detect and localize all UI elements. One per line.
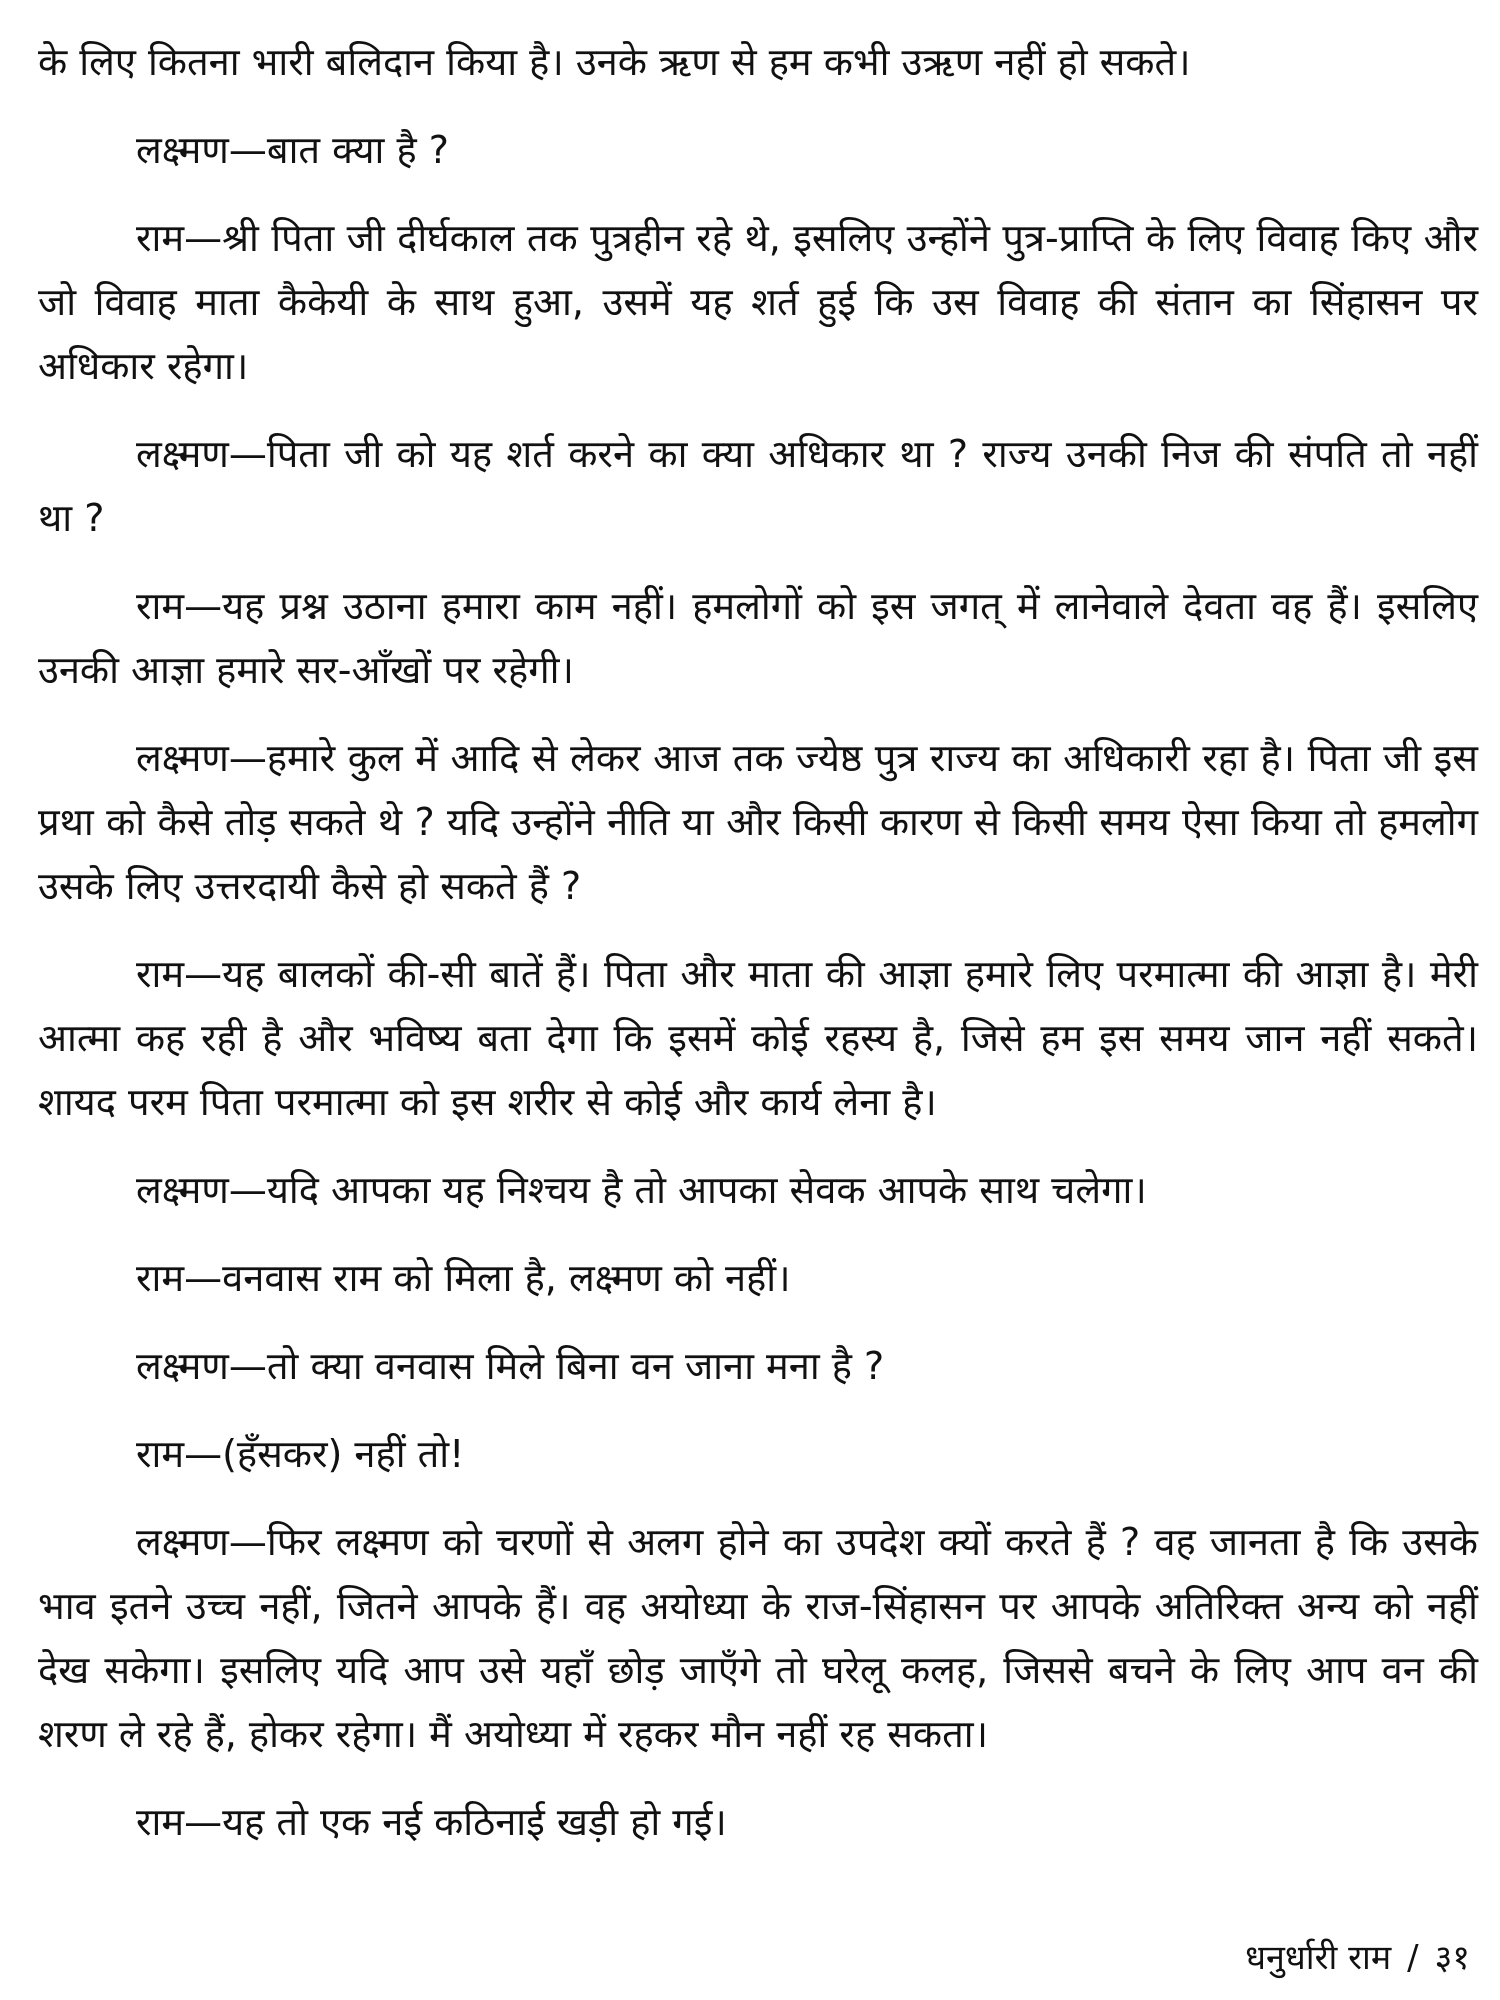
dialogue-text: —यदि आपका यह निश्चय है तो आपका सेवक आपके साथ चलेगा।	[228, 1168, 1147, 1212]
dialogue-ram-6	[38, 1790, 1478, 1854]
speaker-name: लक्ष्मण	[136, 1520, 229, 1564]
speaker-name: लक्ष्मण	[136, 736, 229, 780]
dialogue-text: —श्री पिता जी दीर्घकाल तक पुत्रहीन रहे थे, इसलिए उन्होंने पुत्र-प्राप्ति के लिए विवाह किए और जो विवाह माता कैकेयी के साथ हुआ, उसमें यह शर्त हुई कि उस विवाह की संतान का सिंहासन पर अधिकार रहेगा।	[38, 216, 1478, 388]
speaker-name: राम	[136, 1432, 185, 1476]
dialogue-ram-5	[38, 1422, 1478, 1486]
dialogue-text: —(हँसकर) नहीं तो!	[184, 1432, 465, 1476]
dialogue-lakshman-5	[38, 1334, 1478, 1398]
dialogue-text: —हमारे कुल में आदि से लेकर आज तक ज्येष्ठ पुत्र राज्य का अधिकारी रहा है। पिता जी इस प्रथा को कैसे तोड़ सकते थे ? यदि उन्होंने नीति या और किसी कारण से किसी समय ऐसा किया तो हमलोग उसके लिए उत्तरदायी कैसे हो सकते हैं ?	[38, 736, 1478, 908]
speaker-name: लक्ष्मण	[136, 1344, 229, 1388]
dialogue-text: —यह बालकों की-सी बातें हैं। पिता और माता की आज्ञा हमारे लिए परमात्मा की आज्ञा है। मेरी आत्मा कह रही है और भविष्य बता देगा कि इसमें कोई रहस्य है, जिसे हम इस समय जान नहीं सकते। शायद परम पिता परमात्मा को इस शरीर से कोई और कार्य लेना है।	[38, 952, 1478, 1124]
dialogue-text: —फिर लक्ष्मण को चरणों से अलग होने का उपदेश क्यों करते हैं ? वह जानता है कि उसके भाव इतने उच्च नहीं, जितने आपके हैं। वह अयोध्या के राज-सिंहासन पर आपके अतिरिक्त अन्य को नहीं देख सकेगा। इसलिए यदि आप उसे यहाँ छोड़ जाएँगे तो घरेलू कलह, जिससे बचने के लिए आप वन की शरण ले रहे हैं, होकर रहेगा। मैं अयोध्या में रहकर मौन नहीं रह सकता।	[38, 1520, 1478, 1756]
book-title: धनुर्धारी राम	[1245, 1938, 1392, 1978]
speaker-name: राम	[136, 216, 185, 260]
dialogue-lakshman-6	[38, 1510, 1478, 1766]
book-page	[38, 30, 1478, 1878]
dialogue-text: —यह तो एक नई कठिनाई खड़ी हो गई।	[184, 1800, 727, 1844]
speaker-name: लक्ष्मण	[136, 432, 229, 476]
speaker-name: राम	[136, 952, 185, 996]
dialogue-lakshman-2	[38, 422, 1478, 550]
dialogue-lakshman-3	[38, 726, 1478, 918]
dialogue-ram-3	[38, 942, 1478, 1134]
dialogue-ram-1	[38, 206, 1478, 398]
page-number: ३१	[1434, 1938, 1470, 1978]
dialogue-text: —वनवास राम को मिला है, लक्ष्मण को नहीं।	[184, 1256, 791, 1300]
footer-separator: /	[1407, 1938, 1419, 1978]
dialogue-ram-2	[38, 574, 1478, 702]
speaker-name: राम	[136, 1800, 185, 1844]
dialogue-lakshman-4	[38, 1158, 1478, 1222]
dialogue-text: —बात क्या है ?	[228, 128, 449, 172]
speaker-name: लक्ष्मण	[136, 1168, 229, 1212]
dialogue-text: —यह प्रश्न उठाना हमारा काम नहीं। हमलोगों को इस जगत् में लानेवाले देवता वह हैं। इसलिए उनकी आज्ञा हमारे सर-आँखों पर रहेगी।	[38, 584, 1478, 692]
dialogue-lakshman-1	[38, 118, 1478, 182]
speaker-name: लक्ष्मण	[136, 128, 229, 172]
speaker-name: राम	[136, 1256, 185, 1300]
paragraph-1: के लिए कितना भारी बलिदान किया है। उनके ऋण से हम कभी उऋण नहीं हो सकते।	[38, 40, 1191, 84]
dialogue-text: —तो क्या वनवास मिले बिना वन जाना मना है ?	[228, 1344, 885, 1388]
dialogue-text: —पिता जी को यह शर्त करने का क्या अधिकार था ? राज्य उनकी निज की संपति तो नहीं था ?	[38, 432, 1478, 540]
dialogue-ram-4	[38, 1246, 1478, 1310]
page-footer	[1245, 1935, 1470, 1981]
speaker-name: राम	[136, 584, 185, 628]
